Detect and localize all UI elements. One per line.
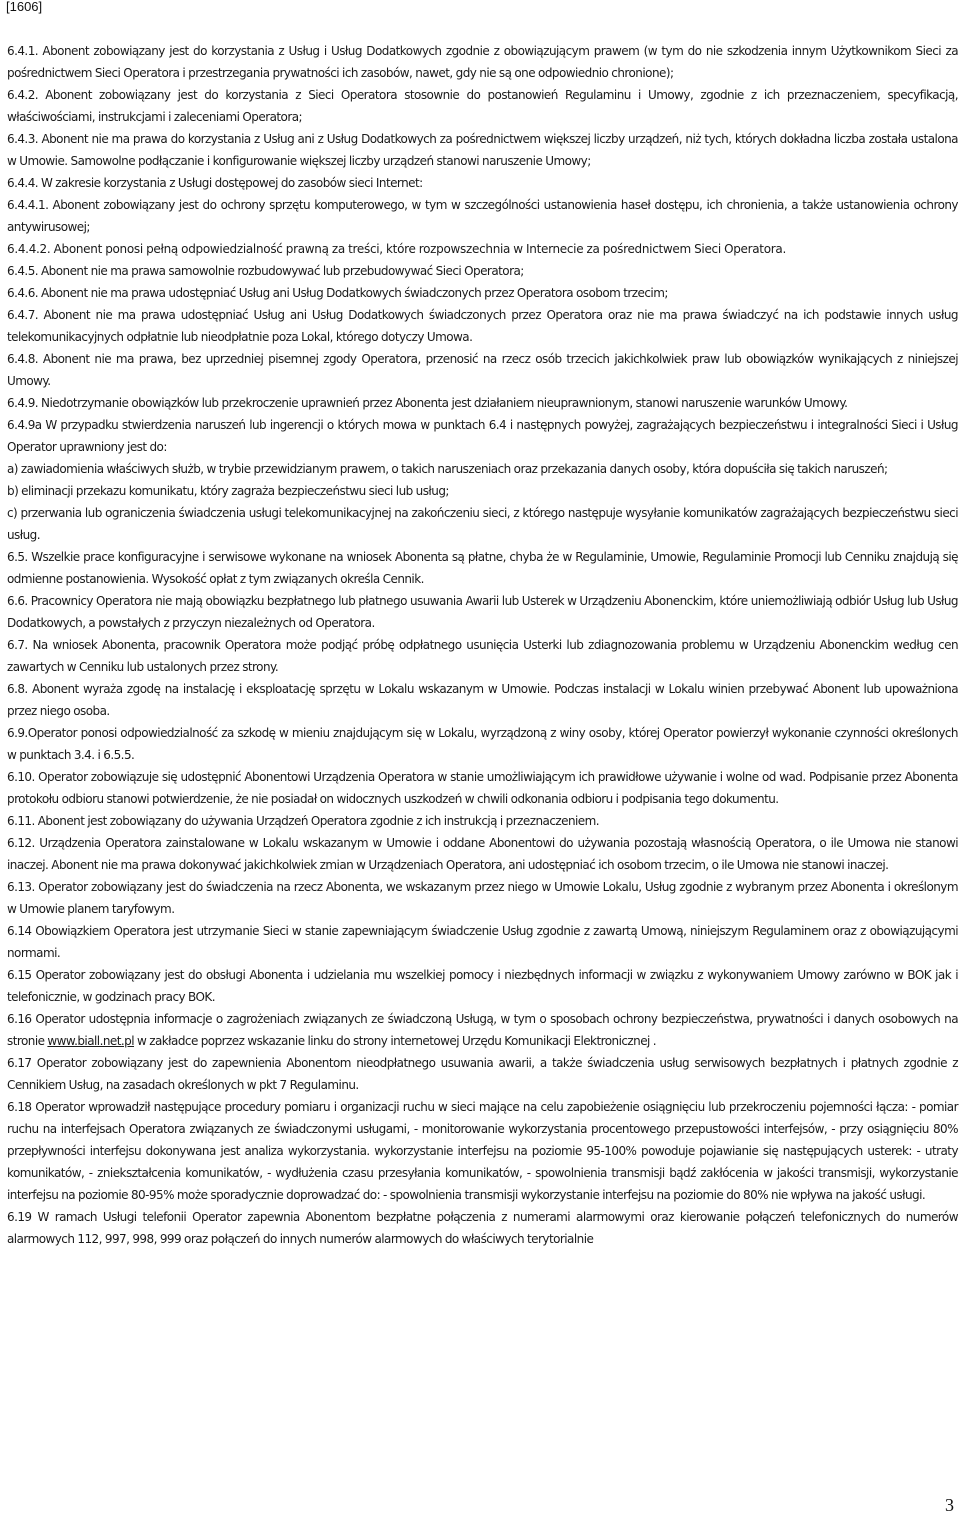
paragraph-6-8: 6.8. Abonent wyraża zgodę na instalację i eksploatację sprzętu w Lokalu wskazanym w Umowie. Podczas instalacji w Lokalu winien przebywać Abonent lub upoważniona przez niego osoba. — [7, 682, 958, 718]
paragraph-6-16-text-after: w zakładce poprzez wskazanie linku do strony internetowej Urzędu Komunikacji Elektronicznej . — [134, 1034, 657, 1048]
paragraph-6-12: 6.12. Urządzenia Operatora zainstalowane w Lokalu wskazanym w Umowie i oddane Abonentowi do używania pozostają własnością Operatora, o ile Umowa nie stanowi inaczej. Abonent nie ma prawa dokonywać jakichkolwiek zmian w Urządzeniach Operatora, ani udostępniać ich osobom trzecim, o ile Umowa nie stanowi inaczej. — [7, 836, 958, 872]
paragraph-6-4-8: 6.4.8. Abonent nie ma prawa, bez uprzedniej pisemnej zgody Operatora, przenosić na rzecz osób trzecich jakichkolwiek praw lub obowiązków wynikających z niniejszej Umowy. — [7, 352, 958, 388]
paragraph-6-4-2: 6.4.2. Abonent zobowiązany jest do korzystania z Sieci Operatora stosownie do postanowień Regulaminu i Umowy, zgodnie z ich przeznaczeniem, specyfikacją, właściwościami, instrukcjami i zaleceniami Operatora; — [7, 88, 958, 124]
paragraph-6-14: 6.14 Obowiązkiem Operatora jest utrzymanie Sieci w stanie zapewniającym świadczenie Usług zgodnie z zawartą Umową, niniejszym Regulaminem oraz z obowiązującymi normami. — [7, 924, 958, 960]
paragraph-6-15: 6.15 Operator zobowiązany jest do obsługi Abonenta i udzielania mu wszelkiej pomocy i niezbędnych informacji w związku z wykonywaniem Umowy zarówno w BOK jak i telefonicznie, w godzinach pracy BOK. — [7, 968, 958, 1004]
paragraph-6-11: 6.11. Abonent jest zobowiązany do używania Urządzeń Operatora zgodnie z ich instrukcją i przeznaczeniem. — [7, 814, 600, 828]
paragraph-6-4-7: 6.4.7. Abonent nie ma prawa udostępniać Usług ani Usług Dodatkowych świadczonych przez Operatora oraz nie ma prawa świadczyć na ich podstawie innych usług telekomunikacyjnych odpłatnie lub nieodpłatnie poza Lokal, którego dotyczy Umowa. — [7, 308, 958, 344]
paragraph-6-16 — [7, 1008, 958, 1052]
paragraph-6-4-9a: 6.4.9a W przypadku stwierdzenia naruszeń lub ingerencji o których mowa w punktach 6.4 i następnych powyżej, zagrażających bezpieczeństwu i integralności Sieci i Usług Operator uprawniony jest do: — [7, 418, 958, 454]
paragraph-6-4-4-1: 6.4.4.1. Abonent zobowiązany jest do ochrony sprzętu komputerowego, w tym w szczególności ustanowienia haseł dostępu, ich chronienia, a także ustanowienia ochrony antywirusowej; — [7, 198, 958, 234]
page-number: 3 — [945, 1495, 954, 1515]
paragraph-6-13: 6.13. Operator zobowiązany jest do świadczenia na rzecz Abonenta, we wskazanym przez niego w Umowie Lokalu, Usług zgodnie z wybranym przez Abonenta i określonym w Umowie planem taryfowym. — [7, 880, 958, 916]
paragraph-6-6: 6.6. Pracownicy Operatora nie mają obowiązku bezpłatnego lub płatnego usuwania Awarii lub Usterek w Urządzeniu Abonenckim, które uniemożliwiają odbiór Usług lub Usług Dodatkowych, a powstałych z przyczyn niezależnych od Operatora. — [7, 594, 958, 630]
paragraph-6-4-4: 6.4.4. W zakresie korzystania z Usługi dostępowej do zasobów sieci Internet: — [7, 176, 423, 190]
paragraph-6-4-9a-a: a) zawiadomienia właściwych służb, w trybie przewidzianym prawem, o takich naruszeniach oraz przekazania danych osoby, która dopuściła się takich naruszeń; — [7, 462, 888, 476]
paragraph-6-4-1: 6.4.1. Abonent zobowiązany jest do korzystania z Usług i Usług Dodatkowych zgodnie z obowiązującym prawem (w tym do nie szkodzenia innym Użytkownikom Sieci za pośrednictwem Sieci Operatora i przestrzegania prywatności ich zasobów, nawet, gdy nie są one odpowiednio chronione); — [7, 44, 958, 80]
paragraph-6-4-4-2: 6.4.4.2. Abonent ponosi pełną odpowiedzialność prawną za treści, które rozpowszechnia w Internecie za pośrednictwem Sieci Operatora. — [7, 242, 786, 256]
paragraph-6-4-9a-b: b) eliminacji przekazu komunikatu, który zagraża bezpieczeństwu sieci lub usług; — [7, 484, 449, 498]
document-body — [7, 40, 958, 1250]
paragraph-6-4-6: 6.4.6. Abonent nie ma prawa udostępniać Usług ani Usług Dodatkowych świadczonych przez Operatora osobom trzecim; — [7, 286, 668, 300]
paragraph-6-16-text-before: 6.16 Operator udostępnia informacje o zagrożeniach związanych ze świadczoną Usługą, w tym o sposobach ochrony bezpieczeństwa, prywatności i danych osobowych na stronie — [7, 1012, 958, 1048]
paragraph-6-10: 6.10. Operator zobowiązuje się udostępnić Abonentowi Urządzenia Operatora w stanie umożliwiającym ich prawidłowe używanie i wolne od wad. Podpisanie przez Abonenta protokołu odbioru stanowi potwierdzenie, że nie posiadał on widocznych uszkodzeń w chwili odkonania odbioru i podpisania tego dokumentu. — [7, 770, 958, 806]
paragraph-6-7: 6.7. Na wniosek Abonenta, pracownik Operatora może podjąć próbę odpłatnego usunięcia Usterki lub zdiagnozowania problemu w Urządzeniu Abonenckim według cen zawartych w Cenniku lub ustalonych przez strony. — [7, 638, 958, 674]
paragraph-6-17: 6.17 Operator zobowiązany jest do zapewnienia Abonentom nieodpłatnego usuwania awarii, a także świadczenia usług serwisowych bezpłatnych i płatnych zgodnie z Cennikiem Usług, na zasadach określonych w pkt 7 Regulaminu. — [7, 1056, 958, 1092]
paragraph-6-4-5: 6.4.5. Abonent nie ma prawa samowolnie rozbudowywać lub przebudowywać Sieci Operatora; — [7, 264, 524, 278]
biall-website-link[interactable]: www.biall.net.pl — [47, 1034, 135, 1048]
paragraph-6-5: 6.5. Wszelkie prace konfiguracyjne i serwisowe wykonane na wniosek Abonenta są płatne, chyba że w Regulaminie, Umowie, Regulaminie Promocji lub Cenniku znajdują się odmienne postanowienia. Wysokość opłat z tym związanych określa Cennik. — [7, 550, 958, 586]
paragraph-6-4-3: 6.4.3. Abonent nie ma prawa do korzystania z Usług ani z Usług Dodatkowych za pośrednictwem większej liczby urządzeń, niż tych, których dokładna liczba została ustalona w Umowie. Samowolne podłączanie i konfigurowanie większej liczby urządzeń stanowi naruszenie Umowy; — [7, 132, 958, 168]
paragraph-6-4-9a-c: c) przerwania lub ograniczenia świadczenia usługi telekomunikacyjnej na zakończeniu sieci, z którego następuje wysyłanie komunikatów zagrażających bezpieczeństwu sieci usług. — [7, 506, 958, 542]
paragraph-6-9: 6.9.Operator ponosi odpowiedzialność za szkodę w mieniu znajdującym się w Lokalu, wyrządzoną z winy osoby, której Operator powierzył wykonanie czynności określonych w punktach 3.4. i 6.5.5. — [7, 726, 958, 762]
paragraph-6-18: 6.18 Operator wprowadził następujące procedury pomiaru i organizacji ruchu w sieci mające na celu zapobieżenie osiągnięciu lub przekroczeniu pojemności łącza: - pomiar ruchu na interfejsach Operatora związanych ze świadczonymi usługami, - monitorowanie wykorzystania procentowego przepustowości interfejsów, - przy osiągnięciu 80% przepływności interfejsu dokonywana jest analiza wykorzystania. wykorzystanie interfejsu na poziomie 95-100% powoduje pojawianie się następujących usterek: - utraty komunikatów, - zniekształcenia komunikatów, - wydłużenia czasu przesyłania komunikatów, - spowolnienia transmisji bądź zakłócenia w jakości transmisji, wykorzystanie interfejsu na poziomie 80-95% może sporadycznie doprowadzać do: - spowolnienia transmisji wykorzystanie interfejsu na poziomie do 80% nie wpływa na jakość usługi. — [7, 1100, 958, 1202]
document-tag: [1606] — [6, 0, 43, 14]
paragraph-6-19: 6.19 W ramach Usługi telefonii Operator zapewnia Abonentom bezpłatne połączenia z numerami alarmowymi oraz kierowanie połączeń telefonicznych do numerów alarmowych 112, 997, 998, 999 oraz połączeń do innych numerów alarmowych do właściwych terytorialnie — [7, 1210, 958, 1246]
paragraph-6-4-9: 6.4.9. Niedotrzymanie obowiązków lub przekroczenie uprawnień przez Abonenta jest działaniem nieuprawnionym, stanowi naruszenie warunków Umowy. — [7, 396, 848, 410]
